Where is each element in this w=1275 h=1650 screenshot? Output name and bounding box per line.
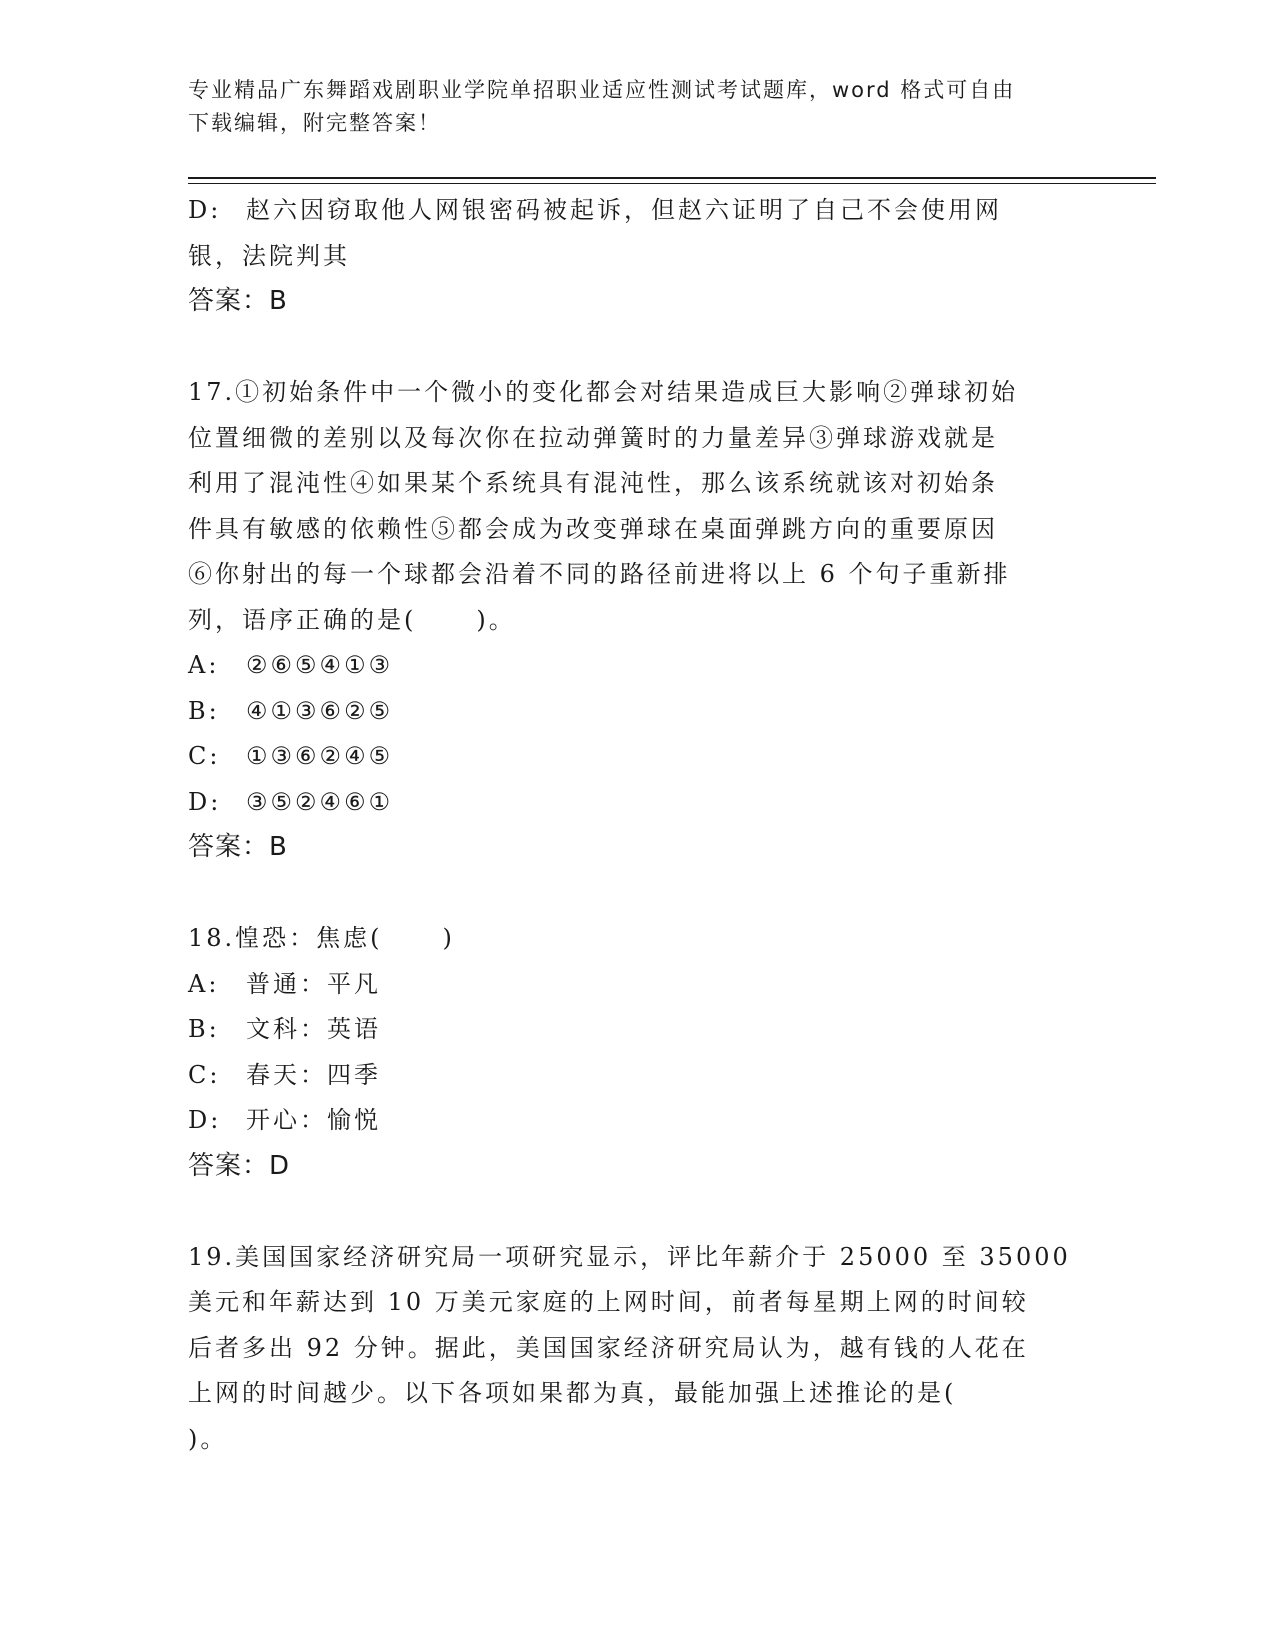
question-19: [188, 1235, 1071, 1463]
question-16: [188, 188, 1068, 325]
question-stem-line: 利用了混沌性④如果某个系统具有混沌性，那么该系统就该对初始条: [188, 469, 998, 497]
question-stem-line: 17.①初始条件中一个微小的变化都会对结果造成巨大影响②弹球初始: [188, 378, 1019, 406]
question-17: [188, 370, 1068, 871]
question-stem-line: [188, 916, 1068, 962]
option-letter: A:: [188, 969, 220, 998]
option-letter: D:: [188, 787, 222, 816]
option-d-continuation: 银，法院判其: [188, 241, 350, 270]
spacer: [188, 325, 1068, 371]
option-b: [188, 1007, 1068, 1053]
option-c: [188, 734, 1068, 780]
answer-line: 答案：D: [188, 1150, 291, 1181]
option-text: 文科：英语: [246, 1015, 381, 1043]
option-letter: B:: [188, 696, 220, 725]
option-letter: A:: [188, 651, 220, 679]
option-a: [188, 643, 1068, 689]
question-stem-line: 上网的时间越少。以下各项如果都为真，最能加强上述推论的是(: [188, 1379, 957, 1407]
header-line-1: 专业精品广东舞蹈戏剧职业学院单招职业适应性测试考试题库，word 格式可自由: [188, 78, 1016, 102]
option-letter: C:: [188, 742, 221, 770]
header-line-2: 下载编辑，附完整答案！: [188, 111, 441, 135]
option-letter: D:: [188, 196, 222, 224]
option-text: ④①③⑥②⑤: [246, 696, 394, 725]
answer-line: 答案：B: [188, 832, 288, 862]
page-header: [188, 74, 1068, 140]
spacer: [188, 1189, 1068, 1235]
option-letter: D:: [188, 1106, 222, 1134]
option-d: [188, 1098, 1068, 1144]
header-rule-thick: [188, 177, 1156, 179]
stem-text: 列，语序正确的是(: [188, 605, 417, 634]
option-letter: B:: [188, 1015, 220, 1043]
option-a: [188, 962, 1068, 1008]
option-text: 赵六因窃取他人网银密码被起诉，但赵六证明了自己不会使用网: [246, 196, 1002, 224]
stem-text-end: )。: [476, 605, 516, 634]
header-rule-thin: [188, 183, 1156, 184]
option-text: ①③⑥②④⑤: [246, 742, 394, 770]
option-letter: C:: [188, 1060, 221, 1089]
option-d: [188, 188, 1068, 234]
option-text: 普通：平凡: [246, 969, 381, 998]
option-text: 开心：愉悦: [246, 1106, 381, 1134]
question-stem-line: )。: [188, 1424, 228, 1453]
stem-text-end: ): [442, 924, 455, 952]
option-text: 春天：四季: [246, 1060, 381, 1089]
question-stem-line: 位置细微的差别以及每次你在拉动弹簧时的力量差异③弹球游戏就是: [188, 423, 998, 452]
option-d: [188, 780, 1068, 826]
spacer: [188, 871, 1068, 917]
question-stem-line: 19.美国国家经济研究局一项研究显示，评比年薪介于 25000 至 35000: [188, 1242, 1071, 1271]
option-c: [188, 1053, 1068, 1099]
option-text: ②⑥⑤④①③: [246, 651, 394, 679]
question-stem-line: 件具有敏感的依赖性⑤都会成为改变弹球在桌面弹跳方向的重要原因: [188, 514, 998, 543]
question-stem-line: 美元和年薪达到 10 万美元家庭的上网时间，前者每星期上网的时间较: [188, 1288, 1029, 1316]
stem-text: 18.惶恐：焦虑(: [188, 924, 383, 952]
answer-line: 答案：B: [188, 286, 288, 316]
question-stem-line: 后者多出 92 分钟。据此，美国国家经济研究局认为，越有钱的人花在: [188, 1333, 1029, 1362]
question-stem-line: ⑥你射出的每一个球都会沿着不同的路径前进将以上 6 个句子重新排: [188, 560, 1011, 588]
question-content: [188, 188, 1071, 1462]
question-stem-line: [188, 598, 1068, 644]
option-b: [188, 689, 1068, 735]
question-18: [188, 916, 1068, 1189]
option-text: ③⑤②④⑥①: [246, 787, 394, 816]
